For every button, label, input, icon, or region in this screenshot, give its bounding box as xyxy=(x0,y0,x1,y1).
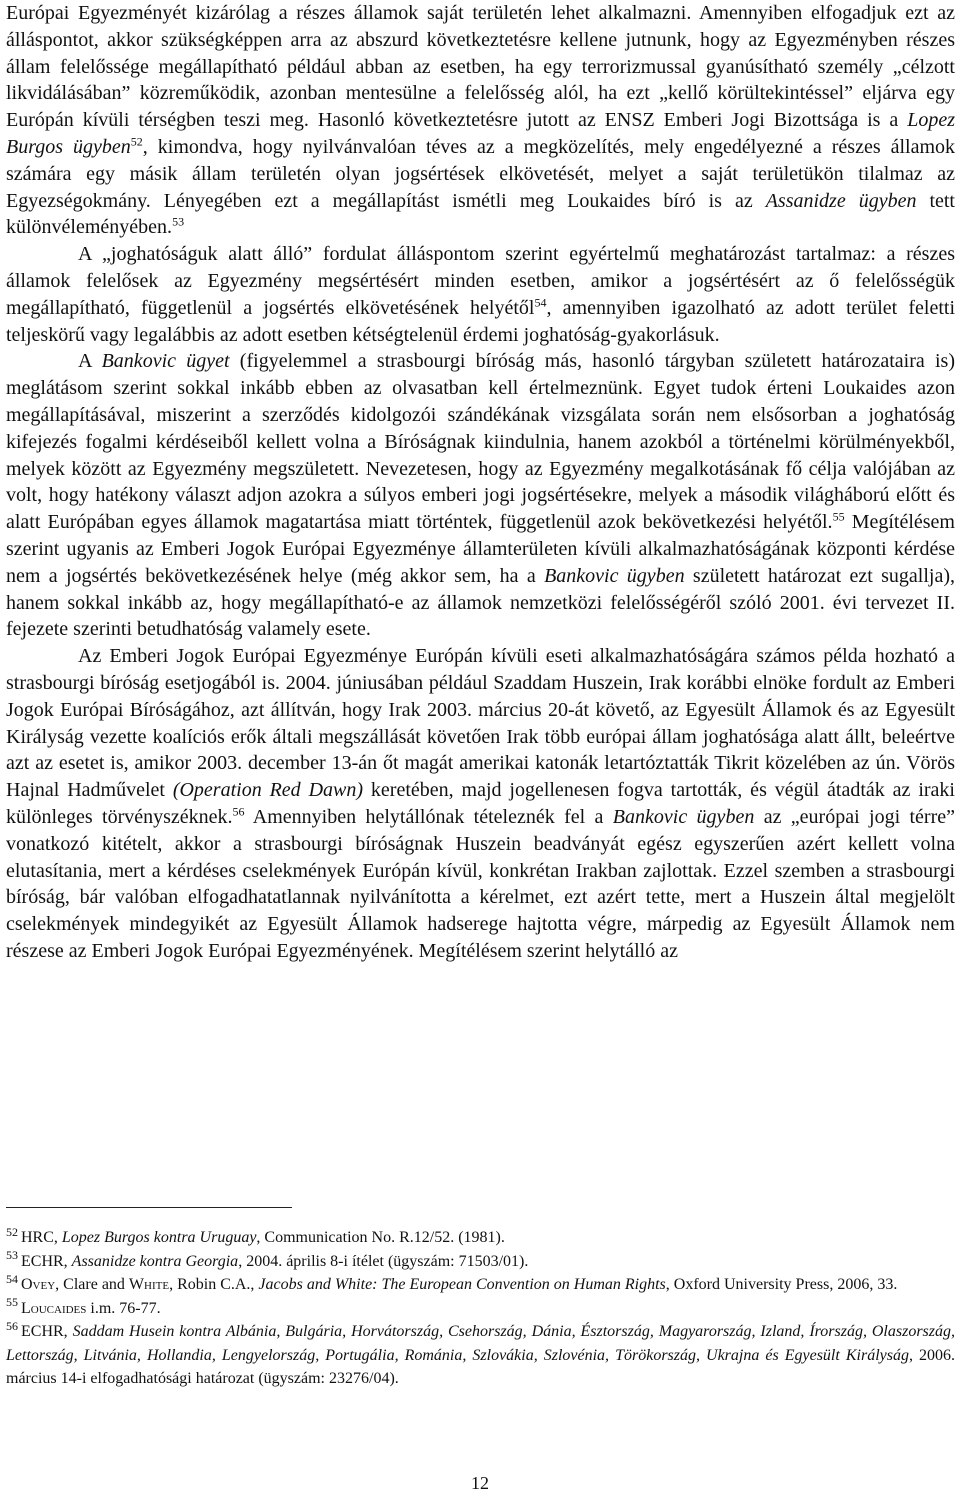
footnote-reference: 53 xyxy=(172,214,185,229)
text-run: , Oxford University Press, 2006, 33. xyxy=(665,1276,898,1293)
body-paragraph xyxy=(6,643,955,965)
italic-text: Assanidze ügyben xyxy=(765,189,917,212)
footnote-reference: 55 xyxy=(832,509,845,524)
footnotes-section xyxy=(6,1226,955,1391)
text-run: , 2006. március 14-i elfogadhatósági határozat (ügyszám: 23276/04). xyxy=(6,1346,955,1387)
text-run: , amennyiben igazolható az adott terület feletti teljeskörű vagy legalábbis az adott esetben kétségtelenül érdemi joghatóság-gyakorlásuk. xyxy=(6,296,956,346)
text-run: született határozat ezt sugallja), hanem sokkal inkább az, hogy megállapítható-e az államok nemzetközi felelősségéről szóló 2001. évi tervezet II. fejezete szerinti betudhatóság valamely esete. xyxy=(6,564,955,641)
italic-text: Bankovic ügyet xyxy=(101,350,230,373)
italic-text: Bankovic ügyben xyxy=(544,564,685,587)
text-run: A xyxy=(78,350,102,373)
body-paragraph xyxy=(6,0,955,241)
body-paragraph xyxy=(6,241,955,348)
text-run: Amennyiben helytállónak tételeznék fel a xyxy=(244,805,613,828)
text-run: keretében, majd jogellenesen fogva tartották, és végül átadták az iraki különleges törvényszéknek. xyxy=(6,779,955,828)
footnote-number: 56 xyxy=(6,1318,18,1333)
italic-text: Lopez Burgos ügyben xyxy=(6,109,955,158)
footnote-number: 55 xyxy=(6,1295,18,1310)
author-name: White xyxy=(128,1276,170,1293)
text-run: ECHR, xyxy=(21,1252,72,1270)
text-run: , kimondva, hogy nyilvánvalóan téves az a megközelítés, mely engedélyezné a részes államok számára egy másik állam területén olyan jogsértések elkövetését, melyet a saját területükön tilalmaz az Egyezségokmány. Lényegében ezt a megállapítást ismétli meg Loukaides bíró is az xyxy=(6,135,956,212)
text-run: (figyelemmel a strasbourgi bíróság más, hasonló tárgyban született határozataira is) meglátásom szerint sokkal inkább ebben az olvasatban kell értelmeznünk. Egyet tudok érteni Loukaides azon megállapításával, miszerint a szerződés kidolgozói szándékának vizsgálata során nem elsősorban a joghatóság kifejezés fogalmi kérdéseiből kellett volna a Bíróságnak kiindulnia, hanem azokból a történelmi körülményekből, melyek között az Egyezmény megszületett. Nevezetesen, hogy az Egyezmény megalkotásának fő célja valójában az volt, hogy hatékony választ adjon azokra a súlyos emberi jogi jogsértésekre, melyek a második világháború előtt és alatt Európában egyes államok magatartása miatt történtek, függetlenül azok bekövetkezési helyétől. xyxy=(6,350,955,534)
text-run: az „európai jogi térre” vonatkozó kitételt, akkor a strasbourgi bíróságnak Huszein beadványát egész egyszerűen azért kellett volna elutasítania, mert a kérdéses cselekmények Európán kívül, konkrétan Irakban zajlottak. Ezzel szemben a strasbourgi bíróság, bár valóban elfogadhatatlannak nyilvánította a kérelmet, ezt azért tette, mert a Huszein által megjelölt cselekmények mindegyikét az Egyesült Államok hadserege hajtotta végre, márpedig az Egyesült Államok nem részese az Emberi Jogok Európai Egyezményének. Megítélésem szerint helytálló az xyxy=(6,805,955,962)
footnote xyxy=(6,1297,955,1321)
text-run: ECHR, xyxy=(21,1323,73,1340)
text-run: tett különvéleményében. xyxy=(6,189,955,239)
footnote xyxy=(6,1320,955,1391)
text-run: Megítélésem szerint ugyanis az Emberi Jogok Európai Egyezménye államterületen kívüli alkalmazhatóságának központi kérdése nem a jogsértés bekövetkezésének helye (még akkor sem, ha a xyxy=(6,511,955,587)
footnote xyxy=(6,1250,955,1274)
footnote-number: 53 xyxy=(6,1248,18,1263)
text-run: HRC, xyxy=(21,1229,62,1246)
text-run: , 2004. április 8-i ítélet (ügyszám: 71503/01). xyxy=(238,1252,529,1270)
author-name: Loucaides xyxy=(21,1299,87,1317)
text-run: Az Emberi Jogok Európai Egyezménye Európán kívüli eseti alkalmazhatóságára számos példa hozható a strasbourgi bíróság esetjogából is. 2004. júniusában például Szaddam Huszein, Irak korábbi elnöke fordult az Emberi Jogok Európai Bíróságához, azt állítván, hogy Irak 2003. március 20-át követő, az Egyesült Államok és az Egyesült Királyság vezette koalíciós erők általi megszállását követően Irak több európai állam joghatósága alatt állt, beleértve azt az esetet is, amikor 2003. december 13-án őt magát amerikai katonák letartóztatták Tikrit közelében az ún. Vörös Hajnal Hadművelet xyxy=(6,645,955,802)
italic-text: Saddam Husein kontra Albánia, Bulgária, Horvátország, Csehország, Dánia, Észtország, Magyarország, Izland, Írország, Olaszország, Lettország, Litvánia, Hollandia, Lengyelország, Portugália, Románia, Szlovákia, Szlovénia, Törökország, Ukrajna és Egyesült Királyság xyxy=(6,1323,956,1364)
footnote-reference: 52 xyxy=(130,134,143,149)
text-run: , Clare and xyxy=(55,1276,129,1293)
text-run: Európai Egyezményét kizárólag a részes államok saját területén lehet alkalmazni. Amennyiben elfogadjuk ezt az álláspontot, akkor szükségképpen arra az abszurd következtetésre kellene jutnunk, hogy az Egyezményben részes állam felelőssége megállapítható például abban az esetben, ha egy terrorizmussal gyanúsítható személy „célzott likvidálásában” közreműködik, azonban mentesülne a felelősség alól, ha ezt „kellő körültekintéssel” eljárva egy Európán kívüli térségben teszi meg. Hasonló következtetésre jutott az ENSZ Emberi Jogi Bizottsága is a xyxy=(6,2,955,132)
footnote-reference: 54 xyxy=(534,295,547,310)
text-run: , Communication No. R.12/52. (1981). xyxy=(256,1229,505,1246)
text-run: , Robin C.A., xyxy=(169,1276,259,1293)
footnote-number: 54 xyxy=(6,1271,18,1286)
text-run: A „joghatóságuk alatt álló” fordulat álláspontom szerint egyértelmű meghatározást tartalmaz: a részes államok felelősek az Egyezmény megsértésért minden esetben, amikor a jogsértésért az ő felelősségük megállapítható, függetlenül a jogsértés elkövetésének helyétől xyxy=(6,243,955,319)
italic-text: Jacobs and White: The European Convention on Human Rights xyxy=(258,1276,666,1293)
page-number: 12 xyxy=(471,1473,489,1493)
footnote-reference: 56 xyxy=(232,804,245,819)
italic-text: (Operation Red Dawn) xyxy=(172,779,364,802)
footnote xyxy=(6,1226,955,1250)
italic-text: Lopez Burgos kontra Uruguay xyxy=(61,1229,257,1246)
italic-text: Assanidze kontra Georgia xyxy=(71,1252,239,1270)
footnote-number: 52 xyxy=(6,1224,18,1239)
footnote xyxy=(6,1273,955,1297)
document-page xyxy=(6,0,955,965)
italic-text: Bankovic ügyben xyxy=(612,805,755,828)
footnote-divider xyxy=(6,1207,292,1208)
text-run: i.m. 76-77. xyxy=(86,1299,161,1317)
body-paragraph xyxy=(6,348,955,643)
author-name: Ovey xyxy=(21,1276,56,1293)
body-text-container xyxy=(6,0,955,965)
